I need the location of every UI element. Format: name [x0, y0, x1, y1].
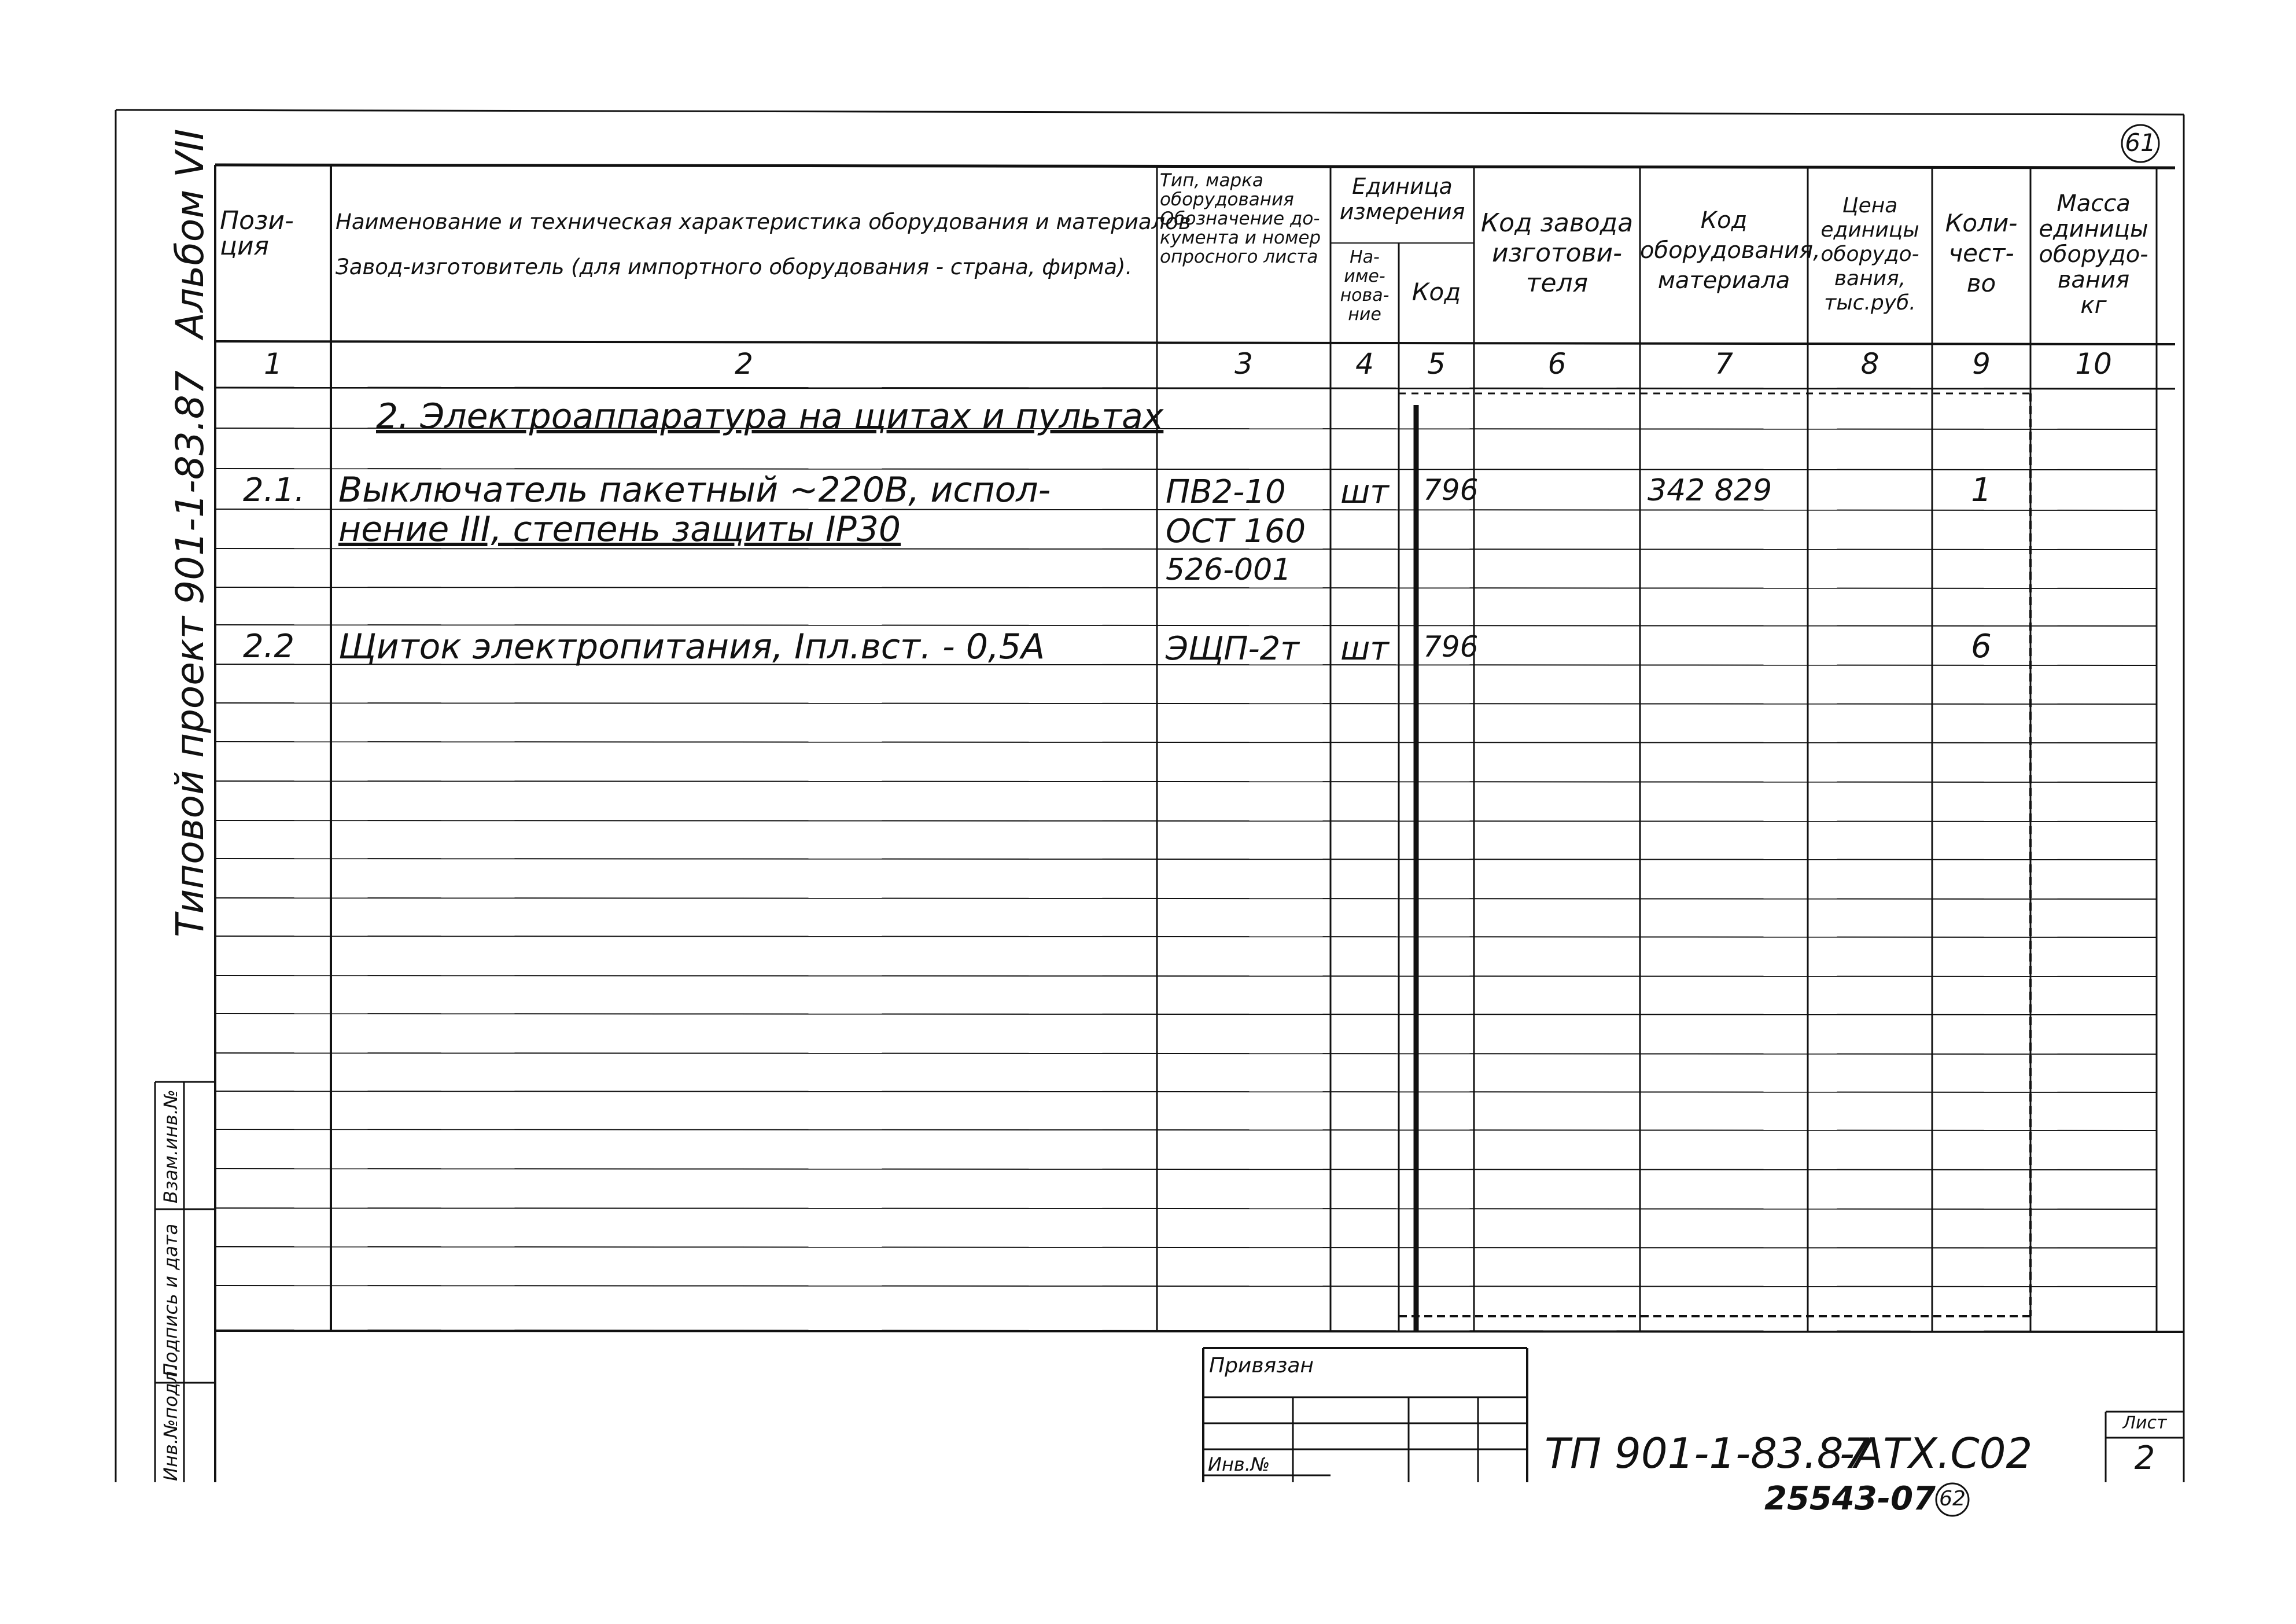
- header-col8-line4: вания,: [1834, 267, 1906, 290]
- row1-unit: шт: [1340, 473, 1389, 511]
- col-number-9: 9: [1972, 347, 1991, 381]
- header-col10-line5: кг: [2080, 292, 2107, 319]
- header-col2-line1: Наименование и техническая характеристика оборудования и материалов: [336, 209, 1191, 234]
- header-col10-line1: Масса: [2057, 190, 2131, 217]
- header-unit-group: [1331, 174, 1474, 224]
- col-number-10: 10: [2075, 347, 2112, 381]
- row1-quantity: 1: [1971, 472, 1992, 509]
- header-col9-line2: чест-: [1948, 239, 2014, 267]
- row1-code: 796: [1423, 473, 1479, 507]
- header-col4-line1: На-: [1350, 247, 1380, 267]
- header-col10: [2030, 191, 2157, 318]
- header-col8-line5: тыс.руб.: [1824, 291, 1916, 315]
- header-col7: [1640, 205, 1820, 296]
- header-col9: [1932, 208, 2030, 299]
- stamp-page-badge: 62: [1939, 1487, 1966, 1511]
- header-col10-line3: оборудо-: [2039, 241, 2148, 268]
- header-col4-line2: име-: [1344, 266, 1385, 286]
- row1-type: ПВ2-10: [1166, 473, 1286, 511]
- header-col4-line3: нова-: [1340, 285, 1390, 305]
- col-number-5: 5: [1427, 347, 1446, 381]
- header-col8-line1: Цена: [1842, 194, 1898, 218]
- header-col7-line1: Код: [1700, 207, 1748, 234]
- row2-type: ОСТ 160: [1166, 513, 1306, 550]
- header-col3: [1160, 171, 1331, 267]
- col-number-2: 2: [735, 347, 753, 381]
- row4-position: 2.2: [243, 628, 295, 665]
- row1-equipment-code: 342 829: [1648, 473, 1772, 508]
- header-col3-line1: Тип, марка: [1160, 170, 1263, 191]
- header-col6-line2: изготови-: [1492, 238, 1622, 268]
- header-col7-line3: материала: [1657, 267, 1790, 294]
- album-label: Альбом VII: [168, 128, 212, 338]
- stamp-archive-number: 25543-07: [1764, 1480, 1936, 1518]
- section-title: 2. Электроаппаратура на щитах и пультах: [376, 396, 1164, 437]
- header-col10-line2: единицы: [2039, 216, 2148, 242]
- project-vertical: Типовой проект 901-1-83.87: [168, 370, 212, 937]
- col-number-1: 1: [264, 347, 282, 381]
- row3-type: 526-001: [1166, 553, 1292, 587]
- col-number-8: 8: [1860, 347, 1879, 381]
- col-number-4: 4: [1355, 347, 1374, 381]
- row4-type: ЭЩП-2т: [1166, 630, 1299, 668]
- header-col4-line4: ние: [1348, 304, 1381, 325]
- header-col3-line4: кумента и номер: [1160, 227, 1321, 248]
- header-col6-line3: теля: [1525, 268, 1589, 298]
- stamp-privyazan: Привязан: [1209, 1354, 1314, 1378]
- header-col6-line1: Код завода: [1480, 208, 1634, 238]
- header-col8: [1808, 194, 1932, 315]
- stamp-side-podp-data: Подпись и дата: [160, 1223, 182, 1377]
- header-col3-line3: Обозначение до-: [1160, 208, 1320, 229]
- row4-code: 796: [1423, 630, 1479, 664]
- row1-name: Выключатель пакетный ~220В, испол-: [338, 470, 1051, 510]
- header-col5: Код: [1411, 278, 1461, 306]
- header-col7-line2: оборудования,: [1640, 237, 1820, 264]
- stamp-side-inv-podl: Инв.№подл.: [160, 1365, 182, 1481]
- header-col6: [1474, 208, 1640, 299]
- header-col10-line4: вания: [2057, 267, 2130, 293]
- header-col3-line2: оборудования: [1160, 189, 1294, 210]
- header-col4: [1331, 248, 1399, 324]
- stamp-inv-no: Инв.№: [1208, 1453, 1270, 1475]
- header-col1: Пози-ция: [220, 206, 294, 261]
- stamp-designation: ТП 901-1-83.87: [1545, 1429, 1870, 1478]
- header-col8-line3: оборудо-: [1820, 242, 1919, 266]
- col-number-7: 7: [1715, 347, 1733, 381]
- header-col9-line3: во: [1966, 269, 1996, 297]
- header-col8-line2: единицы: [1820, 218, 1919, 242]
- header-col2-line2: Завод-изготовитель (для импортного оборудования - страна, фирма).: [336, 255, 1133, 279]
- row4-quantity: 6: [1971, 628, 1992, 665]
- header-unit-line1: Единица: [1352, 174, 1453, 199]
- header-col9-line1: Коли-: [1945, 209, 2018, 237]
- stamp-list-number: 2: [2134, 1439, 2155, 1477]
- row4-name: Щиток электропитания, Iпл.вст. - 0,5А: [338, 627, 1045, 667]
- row4-unit: шт: [1340, 630, 1389, 668]
- col-number-3: 3: [1234, 347, 1253, 381]
- header-unit-line2: измерения: [1339, 199, 1465, 224]
- header-col3-line5: опросного листа: [1160, 246, 1318, 267]
- row1-position: 2.1.: [243, 472, 305, 509]
- stamp-list-label: Лист: [2122, 1413, 2167, 1433]
- row2-name: нение III, степень защиты IP30: [338, 509, 901, 550]
- stamp-designation-suffix: -АТХ.С02: [1840, 1429, 2033, 1478]
- sheet-badge: 61: [2125, 128, 2156, 157]
- stamp-side-vzam-inv: Взам.инв.№: [160, 1089, 182, 1203]
- col-number-6: 6: [1547, 347, 1567, 381]
